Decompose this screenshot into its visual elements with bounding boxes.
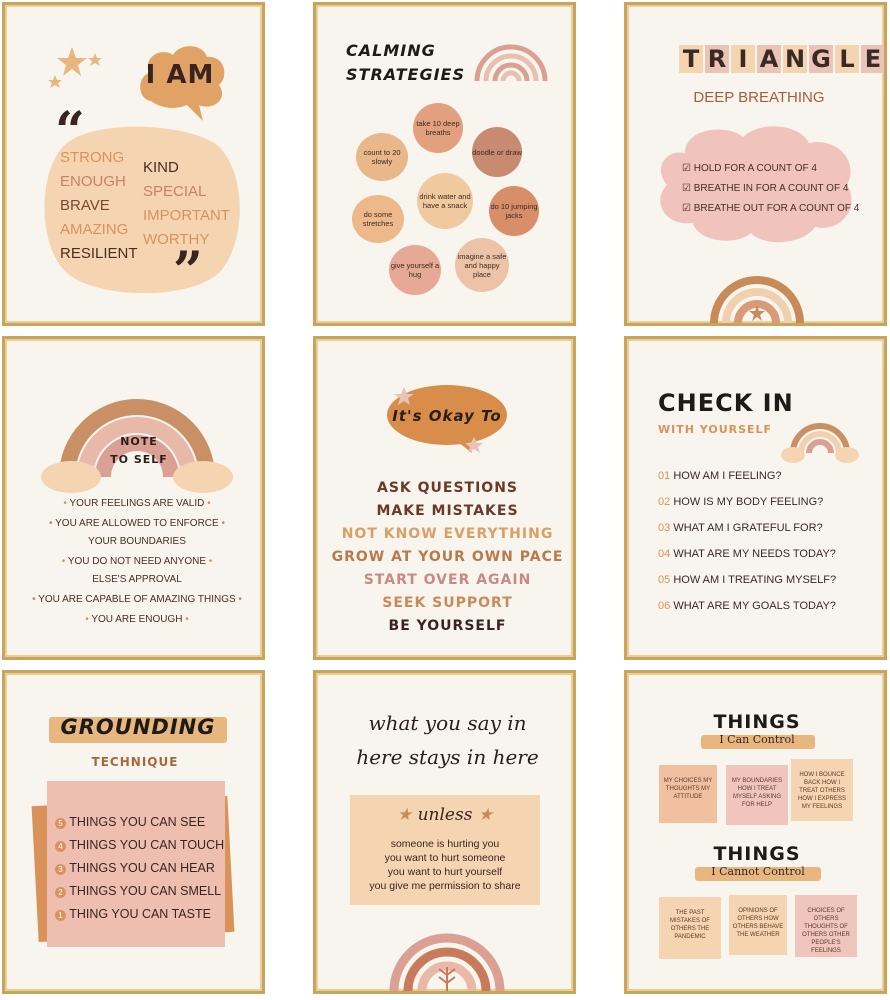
rainbow-icon bbox=[388, 909, 506, 991]
poster-check-in bbox=[624, 336, 887, 660]
section-title: THINGS bbox=[713, 711, 801, 733]
section-subtitle: I Can Control bbox=[719, 733, 795, 746]
strategy-circle: imagine a safe and happy place bbox=[455, 238, 509, 292]
check-in-question: WHAT ARE MY NEEDS TODAY? bbox=[673, 548, 836, 560]
open-quote: “ bbox=[55, 101, 85, 162]
self-note: YOU ARE ALLOWED TO ENFORCE bbox=[55, 518, 219, 529]
check-in-list bbox=[658, 463, 836, 619]
letter-tile: R bbox=[705, 45, 729, 73]
sticky-note: MY BOUNDARIES HOW I TREAT MYSELF ASKING FOR HELP bbox=[726, 765, 788, 825]
star-icons bbox=[47, 45, 117, 95]
affirmation: AMAZING bbox=[60, 221, 129, 238]
self-note: YOU DO NOT NEED ANYONE bbox=[67, 556, 206, 567]
unless-label: ★ unless ★ bbox=[396, 805, 494, 825]
grounding-step: THING YOU CAN TASTE bbox=[69, 907, 211, 921]
number-badge: 5 bbox=[55, 818, 66, 829]
poster-calming-strategies bbox=[313, 2, 576, 326]
poster-title: It's Okay To bbox=[392, 407, 502, 425]
okay-list bbox=[324, 477, 571, 638]
breathing-list bbox=[682, 159, 859, 219]
grounding-step: THINGS YOU CAN SMELL bbox=[69, 884, 222, 898]
affirmation: SPECIAL bbox=[143, 183, 207, 200]
letter-tile: E bbox=[861, 45, 885, 73]
close-quote: ” bbox=[173, 241, 203, 302]
grounding-step: THINGS YOU CAN TOUCH bbox=[69, 838, 225, 852]
poster-things-control bbox=[624, 670, 887, 994]
strategy-circle: give yourself a hug bbox=[389, 245, 441, 295]
letter-tile: N bbox=[784, 45, 806, 73]
grounding-step: THINGS YOU CAN HEAR bbox=[69, 861, 215, 875]
sticky-note: THE PAST MISTAKES OF OTHERS THE PANDEMIC bbox=[659, 897, 721, 959]
letter-tile: L bbox=[835, 45, 859, 73]
strategy-circle: take 10 deep breaths bbox=[413, 103, 463, 153]
poster-title-line2: STRATEGIES bbox=[346, 65, 465, 84]
strategy-circle: do 10 jumping jacks bbox=[489, 186, 539, 236]
note-label-2: TO SELF bbox=[110, 453, 168, 466]
letter-tile: G bbox=[809, 45, 833, 73]
poster-what-you-say bbox=[313, 670, 576, 994]
note-label-1: NOTE bbox=[120, 435, 158, 448]
letter-tile: I bbox=[731, 45, 755, 73]
exception: you want to hurt someone bbox=[384, 852, 506, 864]
exception: you give me permission to share bbox=[369, 880, 521, 892]
number-badge: 1 bbox=[55, 910, 66, 921]
okay-item: BE YOURSELF bbox=[388, 618, 507, 634]
affirmation: WORTHY bbox=[143, 231, 210, 248]
strategy-circle: doodle or draw bbox=[472, 127, 522, 177]
self-note: YOUR BOUNDARIES bbox=[88, 536, 186, 547]
section-title: THINGS bbox=[713, 843, 801, 865]
poster-title-line1: CALMING bbox=[346, 41, 436, 60]
okay-item: MAKE MISTAKES bbox=[376, 503, 519, 519]
rainbow-icon bbox=[708, 263, 806, 323]
poster-title: I AM bbox=[145, 60, 215, 90]
item-number: 05 bbox=[658, 574, 671, 586]
checkbox-icon: ☑ bbox=[682, 203, 694, 214]
self-note: YOU ARE ENOUGH bbox=[91, 614, 183, 625]
poster-its-okay-to bbox=[313, 336, 576, 660]
poster-i-am bbox=[2, 2, 265, 326]
triangle-title bbox=[674, 45, 887, 73]
breathing-step: HOLD FOR A COUNT OF 4 bbox=[693, 163, 817, 174]
poster-subtitle: WITH YOURSELF bbox=[658, 423, 773, 436]
item-number: 02 bbox=[658, 496, 671, 508]
check-in-question: HOW AM I TREATING MYSELF? bbox=[673, 574, 837, 586]
okay-item: START OVER AGAIN bbox=[363, 572, 532, 588]
breathing-step: BREATHE OUT FOR A COUNT OF 4 bbox=[693, 203, 860, 214]
okay-item: NOT KNOW EVERYTHING bbox=[341, 526, 554, 542]
number-badge: 2 bbox=[55, 887, 66, 898]
okay-item: SEEK SUPPORT bbox=[382, 595, 513, 611]
affirmation: BRAVE bbox=[60, 197, 110, 214]
self-notes: • YOUR FEELINGS ARE VALID • • YOU ARE ALLOWED TO ENFORCE • YOUR BOUNDARIES • YOU DO NOT NEED ANYONE • ELSE'S APPROVAL • YOU ARE CAPABLE OF AMAZING THINGS • • YOU ARE ENOUGH • bbox=[17, 495, 257, 629]
number-badge: 4 bbox=[55, 841, 66, 852]
sticky-note: CHOICES OF OTHERS THOUGHTS OF OTHERS OTHER PEOPLE'S FEELINGS bbox=[795, 895, 857, 957]
heading-line2: here stays in here bbox=[356, 745, 539, 769]
okay-item: ASK QUESTIONS bbox=[376, 480, 519, 496]
checkbox-icon: ☑ bbox=[682, 163, 694, 174]
grounding-list bbox=[55, 811, 224, 926]
rainbow-icon bbox=[473, 35, 549, 83]
exception: someone is hurting you bbox=[390, 838, 500, 850]
poster-grounding bbox=[2, 670, 265, 994]
affirmation: STRONG bbox=[60, 149, 125, 166]
item-number: 04 bbox=[658, 548, 671, 560]
affirmations-left bbox=[60, 146, 138, 266]
unless-text: unless bbox=[417, 805, 473, 825]
poster-subtitle: DEEP BREATHING bbox=[693, 89, 825, 106]
poster-triangle-breathing bbox=[624, 2, 887, 326]
item-number: 01 bbox=[658, 470, 671, 482]
self-note: ELSE'S APPROVAL bbox=[92, 574, 182, 585]
affirmations-right bbox=[143, 156, 230, 252]
item-number: 03 bbox=[658, 522, 671, 534]
affirmation: ENOUGH bbox=[60, 173, 126, 190]
sticky-note: HOW I BOUNCE BACK HOW I TREAT OTHERS HOW I EXPRESS MY FEELINGS bbox=[791, 759, 853, 821]
poster-note-to-self bbox=[2, 336, 265, 660]
item-number: 06 bbox=[658, 600, 671, 612]
breathing-step: BREATHE IN FOR A COUNT OF 4 bbox=[693, 183, 849, 194]
poster-title: GROUNDING bbox=[60, 715, 216, 739]
poster-title: CHECK IN bbox=[658, 389, 794, 417]
letter-tile: T bbox=[679, 45, 703, 73]
check-in-question: HOW AM I FEELING? bbox=[673, 470, 782, 482]
rainbow-icon bbox=[781, 405, 859, 467]
exception: you want to hurt yourself bbox=[387, 866, 503, 878]
number-badge: 3 bbox=[55, 864, 66, 875]
checkbox-icon: ☑ bbox=[682, 183, 694, 194]
letter-tile: A bbox=[757, 45, 781, 73]
sticky-note: OPINIONS OF OTHERS HOW OTHERS BEHAVE THE WEATHER bbox=[729, 895, 787, 955]
check-in-question: HOW IS MY BODY FEELING? bbox=[673, 496, 824, 508]
affirmation: IMPORTANT bbox=[143, 207, 230, 224]
strategy-circle: do some stretches bbox=[352, 195, 404, 243]
self-note: YOU ARE CAPABLE OF AMAZING THINGS bbox=[38, 594, 236, 605]
poster-subtitle: TECHNIQUE bbox=[91, 755, 179, 769]
strategy-circle: count to 20 slowly bbox=[356, 133, 408, 181]
heading-line1: what you say in bbox=[368, 711, 527, 735]
exceptions-list bbox=[350, 837, 540, 893]
strategy-circle: drink water and have a snack bbox=[417, 173, 473, 229]
okay-item: GROW AT YOUR OWN PACE bbox=[331, 549, 564, 565]
check-in-question: WHAT ARE MY GOALS TODAY? bbox=[673, 600, 836, 612]
section-subtitle: I Cannot Control bbox=[711, 865, 805, 878]
grounding-step: THINGS YOU CAN SEE bbox=[69, 815, 206, 829]
affirmation: KIND bbox=[143, 159, 179, 176]
check-in-question: WHAT AM I GRATEFUL FOR? bbox=[673, 522, 823, 534]
self-note: YOUR FEELINGS ARE VALID bbox=[69, 498, 205, 509]
sticky-note: MY CHOICES MY THOUGHTS MY ATTITUDE bbox=[659, 765, 717, 823]
affirmation: RESILIENT bbox=[60, 245, 138, 262]
